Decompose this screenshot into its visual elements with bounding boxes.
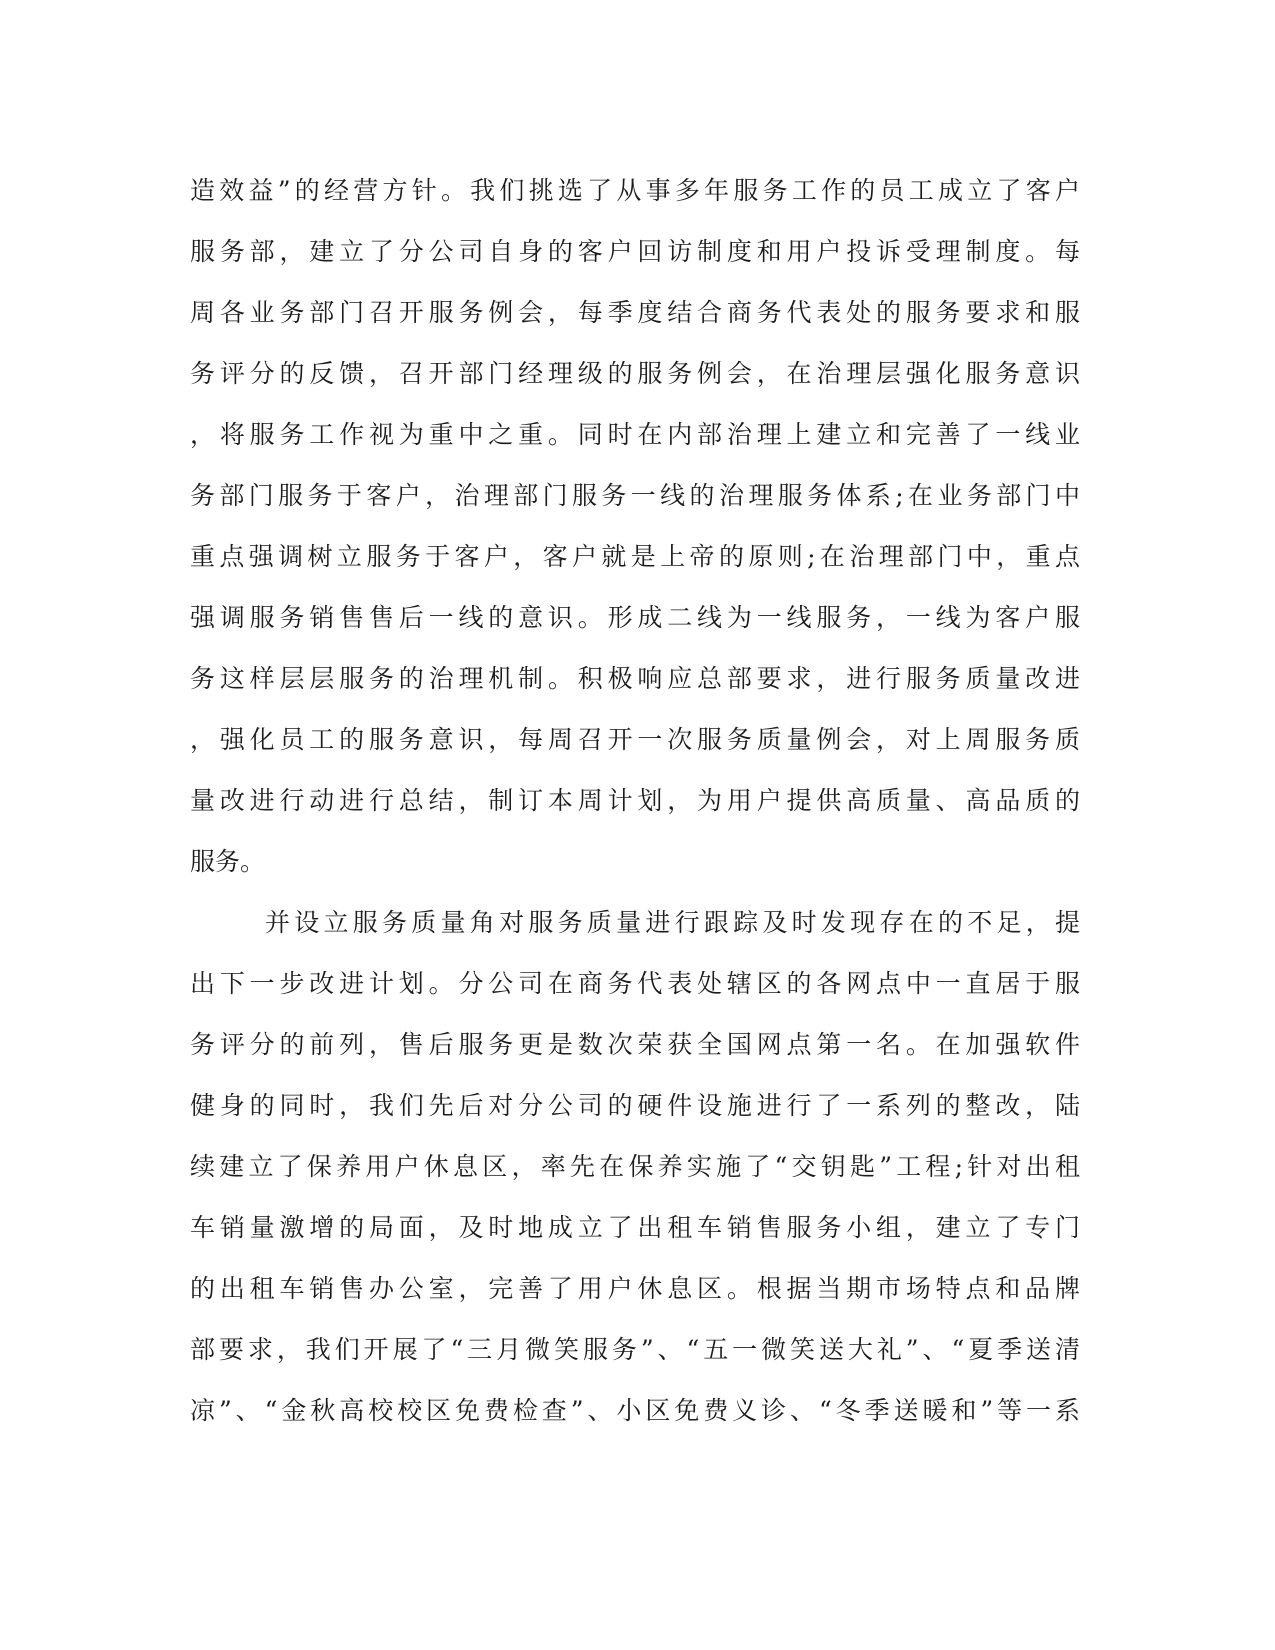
text-line: ，强化员工的服务意识，每周召开一次服务质量例会，对上周服务质	[190, 725, 1080, 754]
text-line: 出下一步改进计划。分公司在商务代表处辖区的各网点中一直居于服	[190, 969, 1080, 998]
text-line: 务评分的前列，售后服务更是数次荣获全国网点第一名。在加强软件	[190, 1030, 1080, 1059]
text-line: 的出租车销售办公室，完善了用户休息区。根据当期市场特点和品牌	[190, 1274, 1080, 1303]
text-line: 部要求，我们开展了“三月微笑服务”、“五一微笑送大礼”、“夏季送清	[190, 1335, 1080, 1364]
text-line: 量改进行动进行总结，制订本周计划，为用户提供高质量、高品质的	[190, 786, 1080, 815]
text-line: ，将服务工作视为重中之重。同时在内部治理上建立和完善了一线业	[190, 420, 1080, 449]
text-line: 务这样层层服务的治理机制。积极响应总部要求，进行服务质量改进	[190, 664, 1080, 693]
paragraph-1	[190, 160, 1080, 892]
text-line: 强调服务销售售后一线的意识。形成二线为一线服务，一线为客户服	[190, 603, 1080, 632]
text-line: 务部门服务于客户，治理部门服务一线的治理服务体系;在业务部门中	[190, 481, 1080, 510]
text-line: 续建立了保养用户休息区，率先在保养实施了“交钥匙”工程;针对出租	[190, 1152, 1080, 1181]
text-line: 造效益”的经营方针。我们挑选了从事多年服务工作的员工成立了客户	[190, 176, 1080, 205]
text-line: 车销量激增的局面，及时地成立了出租车销售服务小组，建立了专门	[190, 1213, 1080, 1242]
text-line: 并设立服务质量角对服务质量进行跟踪及时发现存在的不足，提	[265, 908, 1080, 937]
body-text	[190, 160, 1080, 1441]
paragraph-2	[190, 892, 1080, 1441]
text-line: 服务。	[190, 847, 266, 876]
text-line: 健身的同时，我们先后对分公司的硬件设施进行了一系列的整改，陆	[190, 1091, 1080, 1120]
text-line: 重点强调树立服务于客户，客户就是上帝的原则;在治理部门中，重点	[190, 542, 1080, 571]
text-line: 服务部，建立了分公司自身的客户回访制度和用户投诉受理制度。每	[190, 237, 1080, 266]
text-line: 凉”、“金秋高校校区免费检查”、小区免费义诊、“冬季送暖和”等一系	[190, 1396, 1080, 1425]
text-line: 务评分的反馈，召开部门经理级的服务例会，在治理层强化服务意识	[190, 359, 1080, 388]
text-line: 周各业务部门召开服务例会，每季度结合商务代表处的服务要求和服	[190, 298, 1080, 327]
